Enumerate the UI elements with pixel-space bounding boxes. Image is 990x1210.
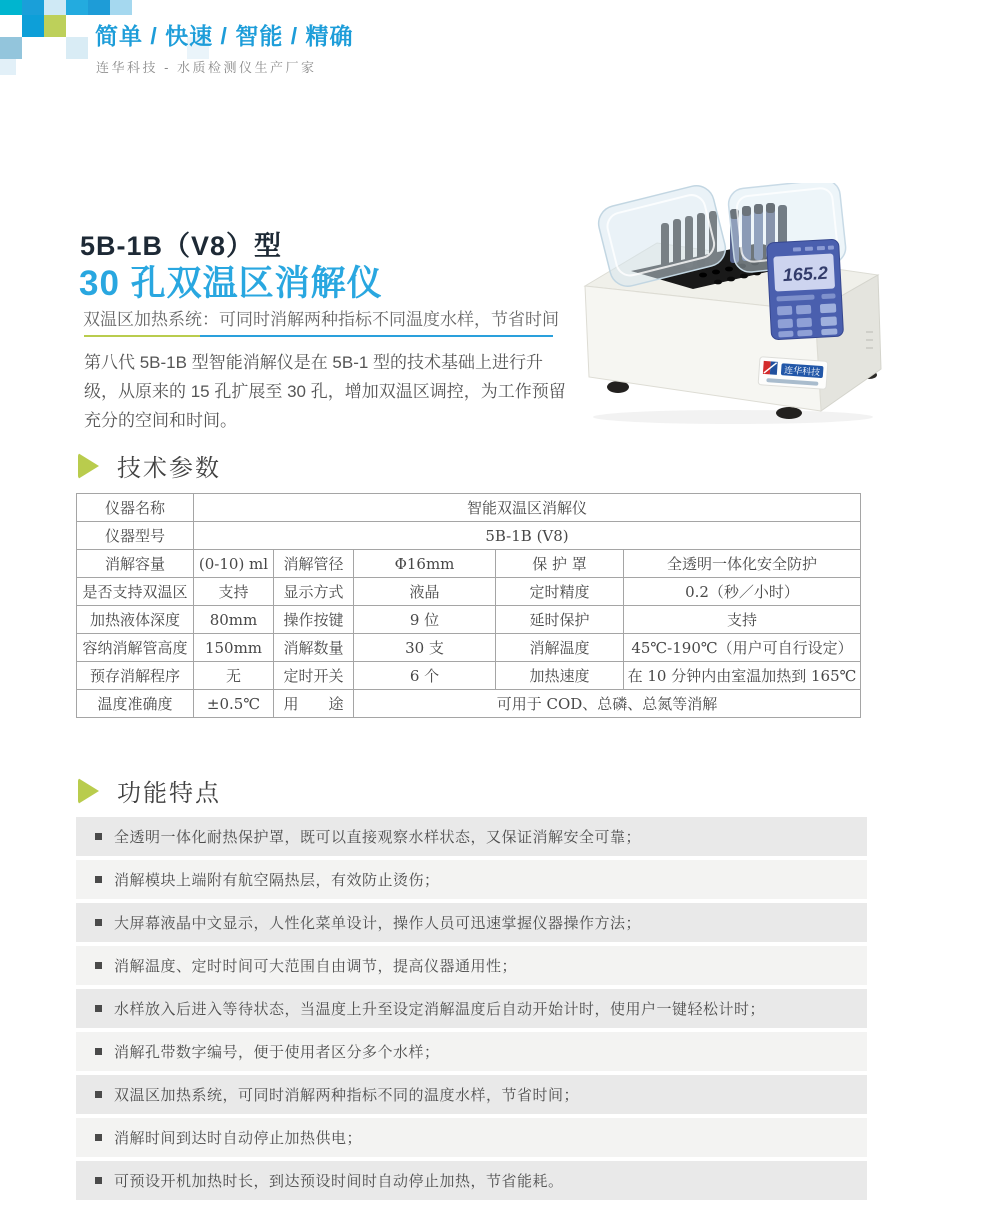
feature-text: 消解温度、定时时间可大范围自由调节，提高仪器通用性； — [114, 958, 518, 975]
feature-text: 消解时间到达时自动停止加热供电； — [114, 1130, 363, 1147]
spec-param-cell: 消解容量 — [77, 550, 194, 578]
product-title: 30 孔双温区消解仪 — [79, 264, 383, 303]
feature-text: 大屏幕液晶中文显示，人性化菜单设计，操作人员可迅速掌握仪器操作方法； — [114, 915, 642, 932]
spec-value-cell: 9 位 — [354, 606, 496, 634]
divider-green-segment — [84, 335, 200, 337]
mosaic-square — [66, 0, 88, 15]
feature-text: 水样放入后进入等待状态，当温度上升至设定消解温度后自动开始计时，使用户一键轻松计时； — [114, 1001, 766, 1018]
feature-item — [76, 946, 867, 985]
feature-text: 全透明一体化耐热保护罩，既可以直接观察水样状态，又保证消解安全可靠； — [114, 829, 642, 846]
bullet-icon — [95, 1048, 102, 1055]
bullet-icon — [95, 1091, 102, 1098]
spec-value-cell: (0-10) ml — [194, 550, 274, 578]
brand-badge-text: 连华科技 — [783, 364, 821, 378]
feature-item — [76, 1075, 867, 1114]
product-description: 第八代 5B-1B 型智能消解仪是在 5B-1 型的技术基础上进行升级，从原来的 15 孔扩展至 30 孔，增加双温区调控，为工作预留充分的空间和时间。 — [84, 353, 566, 430]
spec-value-cell: 消解管径 — [274, 550, 354, 578]
section-header-features — [78, 773, 221, 808]
spec-value-cell: 0.2（秒／小时） — [624, 578, 861, 606]
spec-value-cell: 30 支 — [354, 634, 496, 662]
mosaic-square — [110, 0, 132, 15]
spec-value-cell: 操作按键 — [274, 606, 354, 634]
spec-value-cell: 加热速度 — [496, 662, 624, 690]
spec-value-cell: 150mm — [194, 634, 274, 662]
mosaic-square — [0, 0, 22, 15]
bullet-icon — [95, 962, 102, 969]
spec-row — [77, 662, 861, 690]
product-model: 5B-1B（V8）型 — [80, 231, 283, 261]
brand-slogan: 简单 / 快速 / 智能 / 精确 — [95, 23, 354, 49]
product-subtitle: 双温区加热系统：可同时消解两种指标不同温度水样，节省时间 — [83, 310, 559, 329]
spec-param-cell: 是否支持双温区 — [77, 578, 194, 606]
spec-value-cell: 80mm — [194, 606, 274, 634]
spec-row — [77, 690, 861, 718]
bullet-icon — [95, 1177, 102, 1184]
feature-text: 消解孔带数字编号，便于使用者区分多个水样； — [114, 1044, 440, 1061]
spec-value-cell: 可用于 COD、总磷、总氮等消解 — [354, 690, 861, 718]
brand-tagline: 连华科技 - 水质检测仪生产厂家 — [96, 60, 317, 75]
spec-value-cell: 6 个 — [354, 662, 496, 690]
feature-item — [76, 1118, 867, 1157]
feature-list — [76, 817, 867, 1204]
mosaic-square — [22, 0, 44, 15]
section-title-features: 功能特点 — [117, 780, 221, 807]
feature-item — [76, 1161, 867, 1200]
mosaic-square — [0, 37, 22, 59]
spec-value-cell: 无 — [194, 662, 274, 690]
triangle-icon — [78, 778, 99, 804]
mosaic-square — [22, 15, 44, 37]
spec-value-cell: 保 护 罩 — [496, 550, 624, 578]
feature-text: 双温区加热系统，可同时消解两种指标不同的温度水样，节省时间； — [114, 1087, 580, 1104]
spec-value-cell: 5B-1B (V8) — [194, 522, 861, 550]
feature-item — [76, 860, 867, 899]
spec-param-cell: 仪器型号 — [77, 522, 194, 550]
spec-param-cell: 仪器名称 — [77, 494, 194, 522]
product-photo — [573, 183, 888, 428]
spec-value-cell: 定时开关 — [274, 662, 354, 690]
bullet-icon — [95, 833, 102, 840]
temperature-display: 165.2 — [782, 262, 829, 286]
bullet-icon — [95, 1005, 102, 1012]
spec-value-cell: ±0.5℃ — [194, 690, 274, 718]
spec-value-cell: Φ16mm — [354, 550, 496, 578]
mosaic-square — [44, 15, 66, 37]
spec-param-cell: 容纳消解管高度 — [77, 634, 194, 662]
mosaic-square — [44, 0, 66, 15]
spec-value-cell: 定时精度 — [496, 578, 624, 606]
spec-value-cell: 消解温度 — [496, 634, 624, 662]
brand-badge — [758, 357, 828, 390]
spec-value-cell: 支持 — [194, 578, 274, 606]
spec-value-cell: 延时保护 — [496, 606, 624, 634]
spec-param-cell: 预存消解程序 — [77, 662, 194, 690]
spec-row — [77, 634, 861, 662]
feature-text: 可预设开机加热时长，到达预设时间时自动停止加热，节省能耗。 — [114, 1173, 564, 1190]
bullet-icon — [95, 1134, 102, 1141]
control-panel — [767, 239, 844, 340]
spec-row — [77, 550, 861, 578]
spec-value-cell: 45℃-190℃（用户可自行设定） — [624, 634, 861, 662]
spec-value-cell: 全透明一体化安全防护 — [624, 550, 861, 578]
spec-value-cell: 显示方式 — [274, 578, 354, 606]
feature-item — [76, 903, 867, 942]
spec-row — [77, 578, 861, 606]
feature-text: 消解模块上端附有航空隔热层，有效防止烫伤； — [114, 872, 440, 889]
spec-value-cell: 支持 — [624, 606, 861, 634]
spec-value-cell: 液晶 — [354, 578, 496, 606]
bullet-icon — [95, 919, 102, 926]
spec-row — [77, 606, 861, 634]
feature-item — [76, 989, 867, 1028]
spec-value-cell: 消解数量 — [274, 634, 354, 662]
bullet-icon — [95, 876, 102, 883]
spec-param-cell: 加热液体深度 — [77, 606, 194, 634]
spec-value-cell: 用 途 — [274, 690, 354, 718]
photo-shadow — [593, 410, 873, 424]
triangle-icon — [78, 453, 99, 479]
section-header-specs — [78, 448, 221, 483]
section-title-specs: 技术参数 — [117, 455, 221, 482]
spec-table — [76, 493, 861, 718]
feature-item — [76, 817, 867, 856]
spec-row — [77, 522, 861, 550]
spec-row — [77, 494, 861, 522]
mosaic-square — [88, 0, 110, 15]
feature-item — [76, 1032, 867, 1071]
accent-divider — [84, 335, 553, 337]
spec-param-cell: 温度准确度 — [77, 690, 194, 718]
mosaic-square — [66, 37, 88, 59]
spec-value-cell: 在 10 分钟内由室温加热到 165℃ — [624, 662, 861, 690]
divider-blue-segment — [200, 335, 553, 337]
spec-value-cell: 智能双温区消解仪 — [194, 494, 861, 522]
mosaic-square — [0, 59, 16, 75]
